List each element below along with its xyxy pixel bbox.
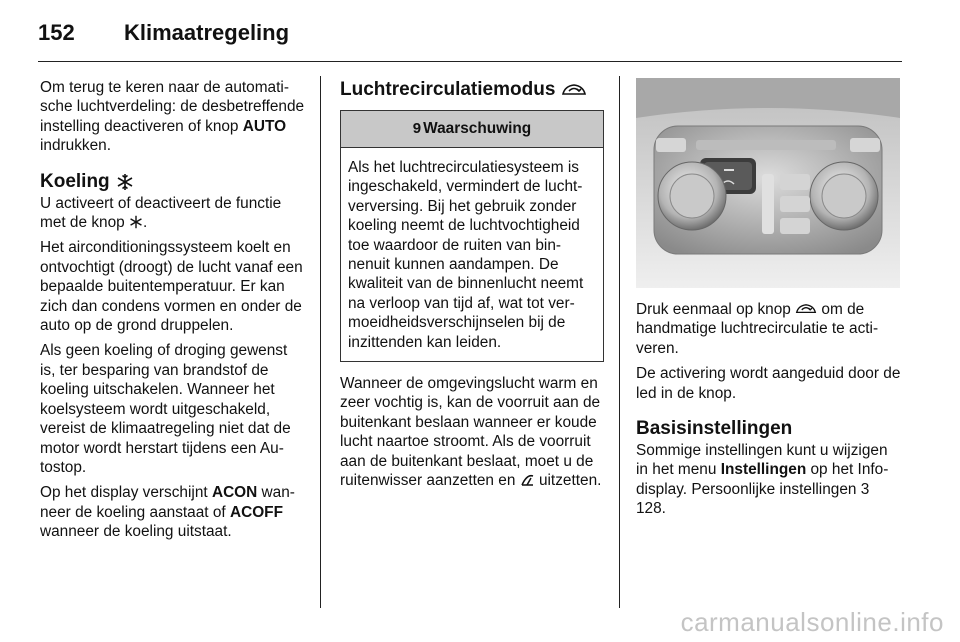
section-title: Klimaatregeling: [124, 20, 290, 45]
page-number: 152: [38, 20, 75, 45]
recirculation-icon: [795, 302, 817, 316]
climate-control-panel-photo: [636, 78, 900, 288]
warning-body: Als het luchtrecirculatiesysteem is ingeschakeld, vermindert de luchtverversing. Bij het gebruik zonder koeling neemt de luchtvochtigheid toe waardoor de ruiten van binnenuit kunnen aandampen. De kwaliteit van de binnenlucht neemt na verloop van tijd af, wat tot vermoeidheidsverschijnselen bij de inzittenden kan leiden.: [348, 159, 584, 351]
koeling-activate-paragraph: U activeert of deactiveert de functie met de knop .: [40, 194, 282, 232]
snowflake-icon: [129, 215, 143, 229]
koeling-heading: Koeling: [40, 170, 306, 194]
column-divider-left: [320, 76, 321, 608]
basisinstellingen-paragraph: Sommige instellingen kunt u wijzigen in het menu Instellingen op het Info-display. Persoonlijke instellingen 3 128.: [636, 442, 889, 518]
warning-box: [340, 110, 604, 362]
column-3: [636, 300, 902, 525]
warning-header: [341, 111, 603, 148]
page-header: [38, 20, 289, 50]
recirculation-button-paragraph: Druk eenmaal op knop om de handmatige luchtrecirculatie te activeren.: [636, 301, 879, 357]
recirculation-paragraph: Wanneer de omgevingslucht warm en zeer vochtig is, kan de voorruit aan de buitenkant beslaan wanneer er koude lucht naartoe stroomt. Als de voorruit aan de buitenkant beslaat, moet u de ruitenwisser aanzetten en uitzetten.: [340, 375, 602, 490]
intro-paragraph: Om terug te keren naar de automatische luchtverdeling: de desbetreffende instelling deactiveren of knop AUTO indrukken.: [40, 79, 305, 155]
acon-keyword: ACON: [211, 484, 258, 502]
warning-title: Waarschuwing: [423, 120, 532, 138]
snowflake-icon: [116, 173, 134, 191]
wiper-icon: [520, 472, 535, 487]
page-ref-arrow-icon: 3: [860, 480, 870, 498]
header-rule: [38, 61, 902, 62]
koeling-display-paragraph: Op het display verschijnt ACON wanneer de koeling aanstaat of ACOFF wanneer de koeling uitstaat.: [40, 484, 295, 541]
auto-keyword: AUTO: [242, 117, 287, 135]
instellingen-keyword: Instellingen: [720, 461, 807, 479]
page-ref-link[interactable]: 128.: [636, 500, 666, 518]
column-2: [340, 78, 604, 497]
led-paragraph: De activering wordt aangeduid door de led in de knop.: [636, 365, 901, 402]
koeling-condensation-paragraph: Het airconditioningssysteem koelt en ontvochtigt (droogt) de lucht vanaf een bepaalde buitentemperatuur. Er kan zich dan condens vormen en onder de auto op de grond druppelen.: [40, 239, 303, 335]
watermark: carmanualsonline.info: [680, 607, 944, 637]
recirculation-heading: Luchtrecirculatiemodus: [340, 78, 604, 102]
basisinstellingen-heading: Basisinstellingen: [636, 418, 793, 440]
warning-symbol-icon: 9: [412, 120, 422, 138]
column-divider-right: [619, 76, 620, 608]
recirculation-icon: [561, 82, 587, 98]
acoff-keyword: ACOFF: [229, 503, 283, 521]
column-1: [40, 78, 306, 548]
koeling-fuel-paragraph: Als geen koeling of droging gewenst is, ter besparing van brandstof de koeling uitschakelen. Wanneer het koelsysteem wordt uitgeschakeld, vereist de klimaatregeling niet dat de motor wordt herstart tijdens een Autostop.: [40, 342, 291, 476]
